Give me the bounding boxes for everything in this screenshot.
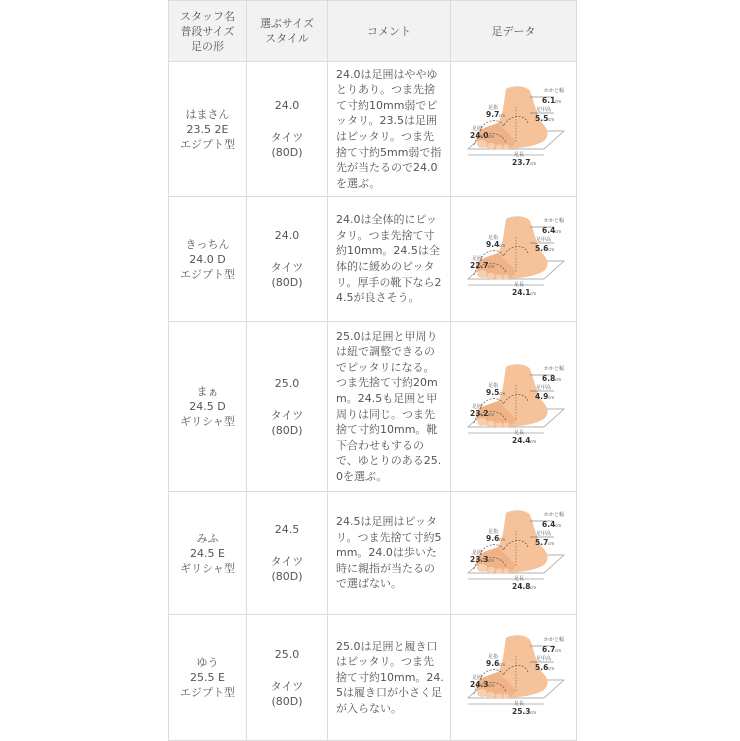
- instep-unit: cm: [547, 665, 554, 671]
- length-value: 25.3: [511, 706, 531, 716]
- usual-size: 24.5 D: [189, 400, 226, 413]
- heel-value: 6.7: [541, 644, 555, 654]
- comment-cell: 24.5は足囲はピッタリ。つま先捨て寸約5mm。24.0は歩いた時に親指が当たるので選ばない。: [328, 492, 451, 615]
- instep-value: 4.9: [534, 391, 548, 401]
- staff-name: ゆう: [196, 656, 219, 669]
- toe-shape: [503, 569, 509, 574]
- size-cell: [247, 197, 328, 322]
- table-row: [169, 62, 577, 197]
- toe-shape: [487, 143, 495, 149]
- toe-shape: [503, 693, 509, 698]
- heel-unit: cm: [554, 523, 561, 528]
- comment-cell: 25.0は足囲と甲周りは紐で調整できるのでピッタリになる。つま先捨て寸約20mm。24.5も足囲と甲周りは同じ。つま先捨て寸約10mm。靴下合わせもするので、ゆとりのある25.0を選ぶ。: [328, 322, 451, 492]
- foot-data-cell: [451, 322, 577, 492]
- toe-label: 足指: [487, 235, 498, 241]
- usual-size: 25.5 E: [190, 671, 225, 684]
- usual-size: 23.5 2E: [186, 122, 229, 136]
- toe-value: 9.6: [485, 534, 499, 543]
- toe-shape: [477, 689, 487, 697]
- length-label: 足長: [513, 576, 524, 582]
- staff-name: はまさん: [185, 107, 230, 121]
- header-staff-line: スタッフ名: [180, 9, 235, 23]
- width-value: 23.2: [469, 408, 489, 418]
- size-cell: [247, 492, 328, 615]
- toe-shape: [477, 564, 487, 572]
- toe-shape: [503, 422, 509, 427]
- length-label: 足長: [513, 282, 524, 288]
- header-foot-data: 足データ: [451, 1, 577, 62]
- chosen-size: 24.5: [274, 523, 300, 536]
- toe-shape: [487, 273, 495, 279]
- table-row: [169, 615, 577, 741]
- toe-label: 足指: [487, 382, 498, 389]
- style-name: タイツ: [270, 555, 304, 568]
- width-unit: cm: [487, 411, 494, 417]
- toe-label: 足指: [487, 105, 498, 111]
- heel-unit: cm: [554, 376, 561, 382]
- width-label: 足囲: [471, 126, 482, 132]
- header-size: [247, 1, 328, 62]
- style-name: タイツ: [270, 408, 304, 422]
- heel-unit: cm: [554, 647, 561, 653]
- heel-label: かかと幅: [543, 512, 564, 518]
- length-label: 足長: [513, 152, 524, 158]
- chosen-size: 25.0: [274, 376, 300, 390]
- length-value: 24.4: [511, 435, 531, 445]
- style-denier: (80D): [271, 146, 303, 159]
- style-name: タイツ: [270, 261, 304, 274]
- staff-cell: [169, 62, 247, 197]
- heel-label: かかと幅: [543, 365, 564, 372]
- length-label: 足長: [513, 429, 524, 436]
- toe-shape: [477, 270, 487, 278]
- staff-name: まぁ: [196, 385, 219, 398]
- comment-cell: 24.0は足囲はややゆとりあり。つま先捨て寸約10mm弱でピッタリ。23.5は足囲はピッタリ。つま先捨て寸約5mm弱で指先が当たるので24.0を選ぶ。: [328, 62, 451, 197]
- toe-unit: cm: [498, 537, 505, 542]
- foot-illustration: [458, 361, 570, 453]
- instep-value: 5.6: [534, 662, 548, 672]
- foot-data-cell: [451, 615, 577, 741]
- instep-unit: cm: [547, 541, 554, 546]
- header-comment: コメント: [328, 1, 451, 62]
- width-value: 22.7: [469, 261, 489, 270]
- toe-value: 9.6: [485, 658, 499, 668]
- size-cell: [247, 322, 328, 492]
- toe-shape: [477, 418, 487, 426]
- length-value: 23.7: [511, 158, 531, 167]
- width-unit: cm: [487, 134, 494, 139]
- foot-shape: ギリシャ型: [180, 561, 235, 575]
- heel-label: かかと幅: [543, 218, 564, 224]
- toe-shape: [487, 567, 495, 573]
- comment-cell: 24.0は全体的にピッタリ。つま先捨て寸約10mm。24.5は全体的に緩めのピッタリ。厚手の靴下なら24.5が良さそう。: [328, 197, 451, 322]
- chosen-size: 24.0: [274, 229, 300, 242]
- header-staff: [169, 1, 247, 62]
- chosen-size: 24.0: [274, 99, 300, 112]
- foot-illustration: [458, 507, 570, 599]
- toe-label: 足指: [487, 529, 498, 535]
- chosen-size: 25.0: [274, 647, 300, 661]
- toe-shape: [495, 422, 502, 428]
- instep-unit: cm: [547, 394, 554, 400]
- style-name: タイツ: [270, 679, 304, 693]
- header-size-line: 選ぶサイズ: [259, 17, 315, 30]
- toe-shape: [477, 140, 487, 148]
- size-cell: [247, 615, 328, 741]
- table-row: [169, 197, 577, 322]
- instep-label: 足甲高: [535, 384, 551, 391]
- usual-size: 24.0 D: [189, 252, 226, 266]
- foot-data-cell: [451, 492, 577, 615]
- length-unit: cm: [529, 585, 536, 590]
- toe-shape: [495, 274, 502, 280]
- heel-value: 6.4: [541, 226, 555, 235]
- staff-cell: [169, 615, 247, 741]
- toe-unit: cm: [498, 243, 505, 248]
- staff-cell: [169, 197, 247, 322]
- heel-value: 6.8: [541, 373, 555, 383]
- width-label: 足囲: [471, 550, 482, 556]
- comment-cell: 25.0は足囲と履き口はピッタリ。つま先捨て寸約10mm。24.5は履き口が小さく足が入らない。: [328, 615, 451, 741]
- toe-shape: [495, 568, 502, 574]
- foot-shape: エジプト型: [180, 686, 235, 699]
- instep-value: 5.6: [534, 244, 548, 253]
- width-value: 23.3: [469, 555, 489, 564]
- toe-value: 9.7: [485, 110, 499, 119]
- instep-label: 足甲高: [535, 107, 551, 113]
- toe-shape: [503, 145, 509, 150]
- width-unit: cm: [487, 558, 494, 563]
- length-value: 24.1: [511, 288, 531, 297]
- width-value: 24.0: [469, 131, 489, 140]
- toe-value: 9.5: [485, 387, 499, 397]
- header-size-line: スタイル: [265, 32, 309, 45]
- staff-size-table: [168, 0, 577, 741]
- foot-illustration: [458, 213, 570, 305]
- toe-shape: [495, 693, 502, 699]
- width-value: 24.3: [469, 679, 489, 689]
- length-unit: cm: [529, 438, 536, 444]
- instep-label: 足甲高: [535, 655, 551, 662]
- foot-data-cell: [451, 62, 577, 197]
- heel-value: 6.4: [541, 520, 555, 529]
- heel-label: かかと幅: [543, 88, 564, 94]
- foot-illustration: [458, 83, 570, 175]
- table-header-row: [169, 1, 577, 62]
- toe-shape: [487, 691, 495, 697]
- style-denier: (80D): [271, 694, 303, 708]
- width-label: 足囲: [471, 403, 482, 410]
- toe-shape: [495, 144, 502, 150]
- instep-value: 5.5: [534, 114, 548, 123]
- width-label: 足囲: [471, 674, 482, 681]
- length-unit: cm: [529, 291, 536, 296]
- style-denier: (80D): [271, 276, 303, 289]
- usual-size: 24.5 E: [190, 546, 225, 560]
- length-value: 24.8: [511, 582, 531, 591]
- style-denier: (80D): [271, 570, 303, 583]
- header-staff-line: 足の形: [191, 39, 224, 53]
- foot-shape: エジプト型: [180, 137, 235, 151]
- length-label: 足長: [513, 700, 524, 707]
- heel-unit: cm: [554, 229, 561, 234]
- style-denier: (80D): [271, 423, 303, 437]
- foot-data-cell: [451, 197, 577, 322]
- toe-value: 9.4: [485, 240, 499, 249]
- table-row: [169, 322, 577, 492]
- instep-label: 足甲高: [535, 237, 551, 243]
- staff-name: きっちん: [185, 237, 230, 251]
- table-row: [169, 492, 577, 615]
- width-unit: cm: [487, 682, 494, 688]
- length-unit: cm: [529, 161, 536, 166]
- toe-unit: cm: [498, 113, 505, 118]
- foot-shape: ギリシャ型: [180, 415, 235, 428]
- instep-unit: cm: [547, 247, 554, 252]
- width-label: 足囲: [471, 256, 482, 262]
- toe-unit: cm: [498, 661, 505, 667]
- heel-value: 6.1: [541, 96, 555, 105]
- style-name: タイツ: [270, 131, 304, 144]
- size-cell: [247, 62, 328, 197]
- length-unit: cm: [529, 709, 536, 715]
- heel-unit: cm: [554, 99, 561, 104]
- toe-label: 足指: [487, 653, 498, 660]
- header-staff-line: 普段サイズ: [180, 24, 235, 38]
- foot-illustration: [458, 632, 570, 724]
- heel-label: かかと幅: [543, 636, 564, 643]
- instep-unit: cm: [547, 117, 554, 122]
- toe-shape: [503, 275, 509, 280]
- staff-name: みふ: [196, 531, 219, 545]
- staff-cell: [169, 322, 247, 492]
- foot-shape: エジプト型: [180, 267, 235, 281]
- toe-unit: cm: [498, 390, 505, 396]
- toe-shape: [487, 420, 495, 426]
- instep-label: 足甲高: [535, 531, 551, 537]
- width-unit: cm: [487, 264, 494, 269]
- staff-cell: [169, 492, 247, 615]
- instep-value: 5.7: [534, 538, 548, 547]
